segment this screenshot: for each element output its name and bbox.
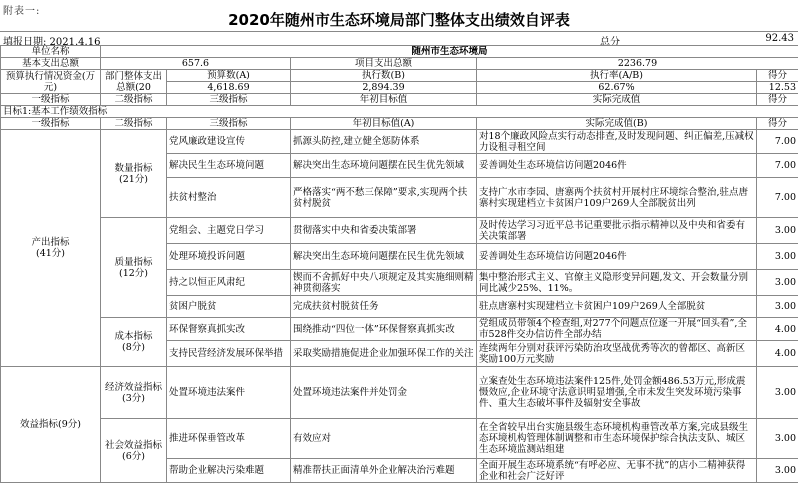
table-row — [1, 318, 798, 341]
level3-cell: 帮助企业解决污染难题 — [167, 459, 291, 483]
score-cell: 3.00 — [757, 218, 798, 244]
target-cell: 采取奖励措施促进企业加强环保工作的关注 — [291, 341, 477, 367]
project-spend-value: 2236.79 — [477, 58, 798, 70]
level3-cell: 党风廉政建设宣传 — [167, 130, 291, 154]
h1-score: 得分 — [757, 94, 798, 106]
table-row — [1, 367, 798, 419]
level3-cell: 处置环境违法案件 — [167, 367, 291, 419]
score-header: 得分 — [757, 70, 798, 82]
actual-cell: 及时传达学习习近平总书记重要批示指示精神以及中央和省委有关决策部署 — [477, 218, 757, 244]
actual-cell: 在全省较早出台实施县级生态环境机构垂管改革方案,完成县级生态环境机构管理体制调整和市生态环境保护综合执法支队、城区生态环境监测站组建 — [477, 419, 757, 459]
table-row — [1, 218, 798, 244]
fill-date: 填报日期: 2021.4.16 — [3, 37, 101, 48]
group-quantity: 数量指标 (21分) — [101, 130, 167, 218]
level3-cell: 处理环境投诉问题 — [167, 244, 291, 270]
table-row — [1, 130, 798, 154]
score-cell: 7.00 — [757, 130, 798, 154]
actual-cell: 驻点唐寨村实现建档立卡贫困户109户269人全部脱贫 — [477, 296, 757, 318]
group-cost: 成本指标 (8分) — [101, 318, 167, 367]
target-cell: 抓源头防控,建立健全惩防体系 — [291, 130, 477, 154]
h1-level2: 二级指标 — [101, 94, 167, 106]
group-quality: 质量指标 (12分) — [101, 218, 167, 318]
unit-label: 单位名称 — [1, 46, 101, 58]
level3-cell: 推进环保垂管改革 — [167, 419, 291, 459]
score-cell: 3.00 — [757, 367, 798, 419]
project-spend-label: 项目支出总额 — [291, 58, 477, 70]
exec-rate-header: 执行率(A/B) — [477, 70, 757, 82]
level3-cell: 扶贫村整治 — [167, 178, 291, 218]
level3-cell: 持之以恒正风肃纪 — [167, 270, 291, 296]
budget-score-value: 12.53 — [757, 82, 798, 94]
target-cell: 解决突出生态环境问题摆在民生优先领域 — [291, 154, 477, 178]
target-cell: 解决突出生态环境问题摆在民生优先领域 — [291, 244, 477, 270]
meta-bar — [0, 31, 798, 46]
h2-score: 得分 — [757, 118, 798, 130]
score-cell: 7.00 — [757, 178, 798, 218]
level3-cell: 贫困户脱贫 — [167, 296, 291, 318]
page-title: 2020年随州市生态环境局部门整体支出绩效自评表 — [228, 11, 570, 29]
score-cell: 3.00 — [757, 459, 798, 483]
total-score-value: 92.43 — [765, 33, 794, 44]
h2-level1: 一级指标 — [1, 118, 101, 130]
actual-cell: 妥善调处生态环境信访问题2046件 — [477, 154, 757, 178]
target-cell: 有效应对 — [291, 419, 477, 459]
target-cell: 完成扶贫村脱贫任务 — [291, 296, 477, 318]
target-cell: 处置环境违法案件并处罚金 — [291, 367, 477, 419]
evaluation-table — [0, 45, 798, 483]
target-cell: 严格落实“两不愁三保障”要求,实现两个扶贫村脱贫 — [291, 178, 477, 218]
target-cell: 锲而不舍抓好中央八项规定及其实施细则精神贯彻落实 — [291, 270, 477, 296]
h2-target: 年初目标值(A) — [291, 118, 477, 130]
target-cell: 精准帮扶正面清单外企业解决治污难题 — [291, 459, 477, 483]
table-row — [1, 419, 798, 459]
h2-level3: 三级指标 — [167, 118, 291, 130]
actual-cell: 立案查处生态环境违法案件125件,处罚金额486.53万元,形成震慑效应,企业环境守法意识明显增强,全市未发生突发环境污染事件、重大生态破坏事件及辐射安全事故 — [477, 367, 757, 419]
dept-total-label: 部门整体支出总额(20 — [101, 70, 167, 94]
actual-cell: 集中整治形式主义、官僚主义隐形变异问题,发文、开会数量分别同比减少25%、11%。 — [477, 270, 757, 296]
unit-row — [1, 46, 798, 58]
budget-header-row — [1, 70, 798, 82]
goal-label: 目标1:基本工作绩效指标 — [1, 106, 798, 118]
score-cell: 4.00 — [757, 341, 798, 367]
score-cell: 3.00 — [757, 244, 798, 270]
unit-value: 随州市生态环境局 — [101, 46, 798, 58]
score-cell: 3.00 — [757, 419, 798, 459]
h1-level3: 三级指标 — [167, 94, 291, 106]
attachment-note: 附表一: — [3, 6, 41, 17]
actual-cell: 全面开展生态环境系统“有呼必应、无事不扰”的店小二精神获得企业和社会广泛好评 — [477, 459, 757, 483]
group-economic: 经济效益指标 (3分) — [101, 367, 167, 419]
total-score-label: 总分 — [600, 37, 620, 48]
h2-level2: 二级指标 — [101, 118, 167, 130]
exec-rate-value: 62.67% — [477, 82, 757, 94]
actual-cell: 连续两年分别对获评污染防治攻坚战优秀等次的曾都区、高新区奖励100万元奖励 — [477, 341, 757, 367]
level3-cell: 环保督察真抓实改 — [167, 318, 291, 341]
h1-actual: 实际完成值 — [477, 94, 757, 106]
exec-amount-header: 执行数(B) — [291, 70, 477, 82]
target-cell: 围绕推动“四位一体”环保督察真抓实改 — [291, 318, 477, 341]
score-cell: 4.00 — [757, 318, 798, 341]
h1-level1: 一级指标 — [1, 94, 101, 106]
actual-cell: 妥善调处生态环境信访问题2046件 — [477, 244, 757, 270]
basic-spend-value: 657.6 — [101, 58, 291, 70]
level3-cell: 解决民生生态环境问题 — [167, 154, 291, 178]
indicator-header-row — [1, 94, 798, 106]
h1-target: 年初目标值 — [291, 94, 477, 106]
actual-cell: 支持广水市李园、唐寨两个扶贫村开展村庄环境综合整治,驻点唐寨村实现建档立卡贫困户109户269人全部脱贫出列 — [477, 178, 757, 218]
budget-amount-header: 预算数(A) — [167, 70, 291, 82]
score-cell: 3.00 — [757, 296, 798, 318]
h2-actual: 实际完成值(B) — [477, 118, 757, 130]
level3-cell: 党组会、主题党日学习 — [167, 218, 291, 244]
group-social: 社会效益指标 (6分) — [101, 419, 167, 483]
budget-exec-label: 预算执行情况资金(万元) — [1, 70, 101, 94]
indicator-header2-row — [1, 118, 798, 130]
exec-amount-value: 2,894.39 — [291, 82, 477, 94]
group-benefit: 效益指标(9分) — [1, 367, 101, 483]
basic-spend-row — [1, 58, 798, 70]
budget-amount-value: 4,618.69 — [167, 82, 291, 94]
group-output: 产出指标 (41分) — [1, 130, 101, 367]
score-cell: 7.00 — [757, 154, 798, 178]
goal-row — [1, 106, 798, 118]
basic-spend-label: 基本支出总额 — [1, 58, 101, 70]
target-cell: 贯彻落实中央和省委决策部署 — [291, 218, 477, 244]
level3-cell: 支持民营经济发展环保举措 — [167, 341, 291, 367]
actual-cell: 对18个廉政风险点实行动态排查,及时发现问题、纠正偏差,压减权力设租寻租空间 — [477, 130, 757, 154]
score-cell: 3.00 — [757, 270, 798, 296]
actual-cell: 党组成员带领4个检查组,对277个问题点位逐一开展“回头看”,全市528件交办信访件全部办结 — [477, 318, 757, 341]
